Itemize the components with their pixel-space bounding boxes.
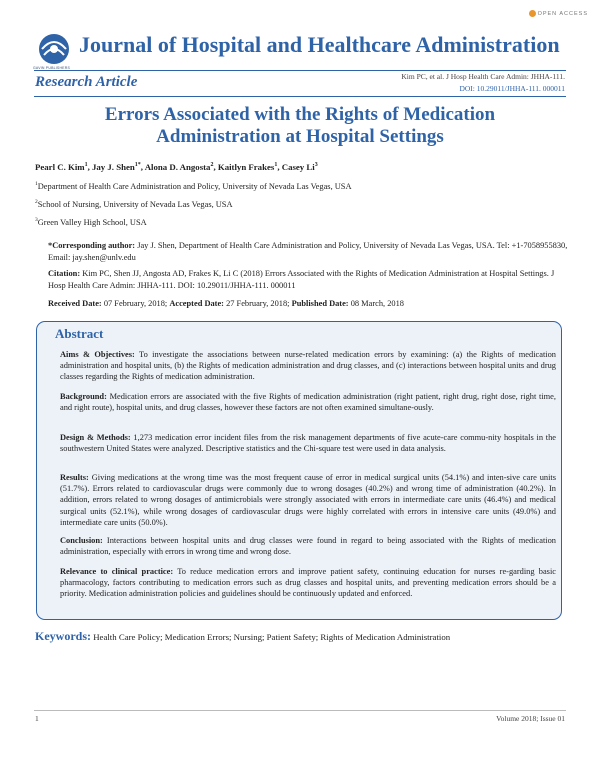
abstract-design-methods: Design & Methods: 1,273 medication error incident files from the risk management departments of five acute-care commu-nity hospitals in the southwestern United States were analyzed. Descriptive statistics and the Chi-square test were used in data analysis. (60, 433, 556, 454)
article-title: Errors Associated with the Rights of Medication Administration at Hospital Settings (104, 104, 496, 147)
abstract-aims: Aims & Objectives: To investigate the associations between nurse-related medication errors by examining: (a) the Rights of medication administration and hospital units, (b) the Rights of medication administration and drug classes, and (c) interactions between hospital units and drug classes regarding the Rights of medication administration. (60, 350, 556, 382)
citation: Citation: Kim PC, Shen JJ, Angosta AD, Frakes K, Li C (2018) Errors Associated with the Rights of Medication Administration at Hospital Settings. J Hosp Health Care Admin: JHHA-111. DOI: 10.29011/JHHA-111. 000011 (48, 269, 555, 290)
page-number: 1 (35, 714, 39, 723)
abstract-relevance: Relevance to clinical practice: To reduce medication errors and improve patient safety, continuing education for nurses re-garding basic pharmacology, factors contributing to medication errors such as drug classes and hospital units, and preventing medication errors should be a priority. Medication administration policies and guidelines should be continuously updated and enforced. (60, 567, 556, 599)
article-dates: Received Date: 07 February, 2018; Accepted Date: 27 February, 2018; Published Date: 08 March, 2018 (48, 299, 404, 308)
publisher-name: GAVIN PUBLISHERS (33, 66, 70, 70)
affiliation-3: $^3$Green Valley High School, USA (35, 217, 147, 227)
abstract-background: Background: Medication errors are associated with the five Rights of medication administration (right patient, right drug, right dose, right time, and right route), hospital units, and drug classes, however these factors are not often examined simultane-ously. (60, 392, 556, 413)
open-access-badge: OPEN ACCESS (529, 10, 588, 17)
affiliation-2: $^2$School of Nursing, University of Nevada Las Vegas, USA (35, 199, 233, 209)
abstract-conclusion: Conclusion: Interactions between hospital units and drug classes were found in regard to being associated with the Rights of medication administration, especially with errors in wrong time and wrong dose. (60, 536, 556, 557)
short-citation: Kim PC, et al. J Hosp Health Care Admin: JHHA-111. (401, 72, 565, 81)
author-list: Pearl C. Kim$^1$, Jay J. Shen$^{1*}$, Alona D. Angosta$^2$, Kaitlyn Frakes$^1$, Casey Li$^3$ (35, 162, 318, 172)
article-type: Research Article (35, 74, 138, 90)
open-access-icon (529, 10, 536, 17)
keywords: Keywords: Health Care Policy; Medication Errors; Nursing; Patient Safety; Rights of Medication Administration (35, 629, 451, 643)
journal-title: Journal of Hospital and Healthcare Administration (79, 32, 560, 57)
publisher-logo-icon (36, 31, 72, 67)
abstract-title: Abstract (55, 326, 104, 341)
abstract-results: Results: Giving medications at the wrong time was the most frequent cause of error in medical surgical units (54.1%) and inten-sive care units (51.7%). Errors related to cardiovascular drugs were commonly due to wrong dosages (40.2%) and wrong time of administration (40.2%). In addition, errors related to wrong dosages of antimicrobials were strongly associated with errors in intermediate care units (46.4%) and medical surgical units (52.1%), while wrong dosages of cardiovascular drugs were highly correlated with errors in intensive care units (49.0%) and intermediate care units (50.0%). (60, 473, 556, 527)
corresponding-author: *Corresponding author: Jay J. Shen, Department of Health Care Administration and Policy, University of Nevada Las Vegas, USA. Tel: +1-7058955830, Email: jay.shen@unlv.edu (48, 241, 568, 262)
header-divider (34, 70, 566, 71)
section-divider (34, 96, 566, 97)
affiliation-1: $^1$Department of Health Care Administration and Policy, University of Nevada Las Vegas, USA (35, 181, 352, 191)
doi-link[interactable]: DOI: 10.29011/JHHA-111. 000011 (459, 84, 565, 93)
footer-divider (34, 710, 566, 711)
volume-issue: Volume 2018; Issue 01 (496, 714, 565, 723)
